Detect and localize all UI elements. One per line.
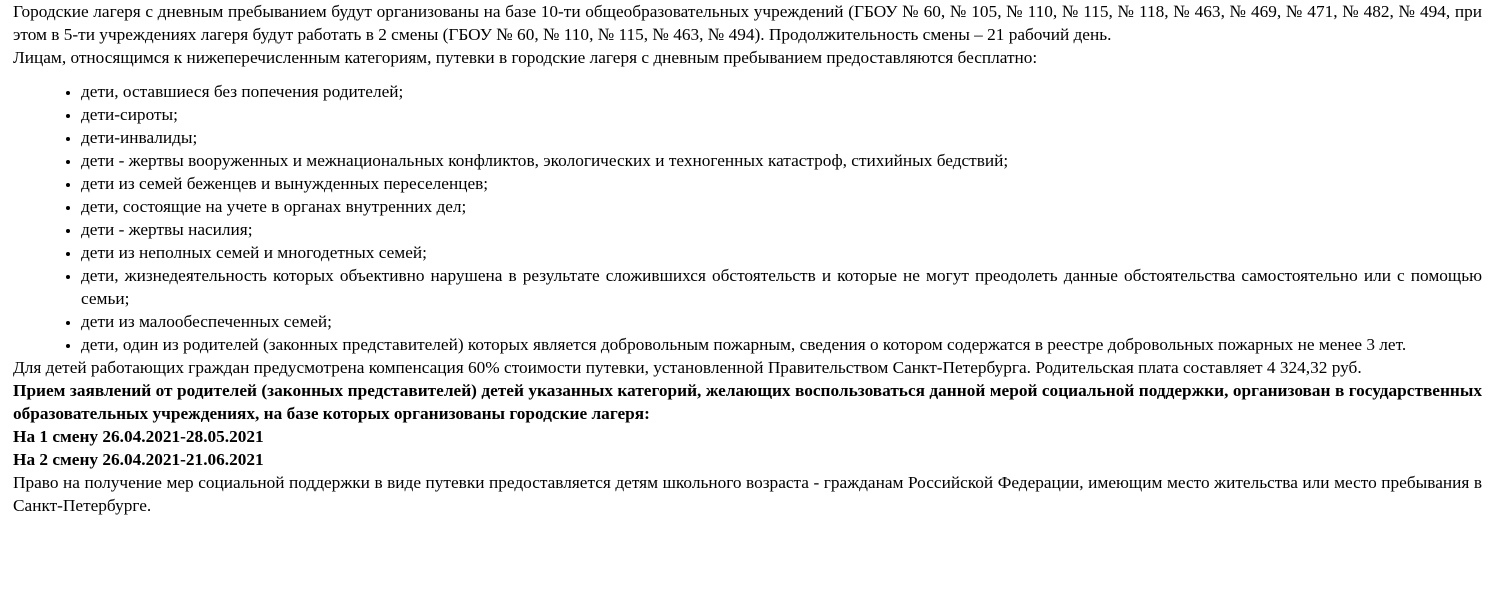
shift-2-dates: На 2 смену 26.04.2021-21.06.2021 <box>13 450 264 469</box>
list-item: • дети из семей беженцев и вынужденных переселенцев; <box>81 172 1482 195</box>
list-item: • дети из малообеспеченных семей; <box>81 310 1482 333</box>
applications-paragraph: Прием заявлений от родителей (законных представителей) детей указанных категорий, желающих воспользоваться данной мерой социальной поддержки, организован в государственных образовательных учреждениях, на базе которых организованы городские лагеря: <box>13 381 1482 423</box>
shift-1-dates: На 1 смену 26.04.2021-28.05.2021 <box>13 427 264 446</box>
list-item: • дети, жизнедеятельность которых объективно нарушена в результате сложившихся обстоятельств и которые не могут преодолеть данные обстоятельства самостоятельно или с помощью семьи; <box>81 264 1482 310</box>
list-item: • дети-сироты; <box>81 103 1482 126</box>
eligibility-paragraph: Право на получение мер социальной поддержки в виде путевки предоставляется детям школьного возраста - гражданам Российской Федерации, имеющим место жительства или место пребывания в Санкт-Петербурге. <box>13 473 1482 515</box>
list-item: • дети - жертвы вооруженных и межнациональных конфликтов, экологических и техногенных катастроф, стихийных бедствий; <box>81 149 1482 172</box>
free-vouchers-paragraph: Лицам, относящимся к нижеперечисленным категориям, путевки в городские лагеря с дневным пребыванием предоставляются бесплатно: <box>13 48 1038 67</box>
intro-paragraph: Городские лагеря с дневным пребыванием будут организованы на базе 10-ти общеобразовательных учреждений (ГБОУ № 60, № 105, № 110, № 115, № 118, № 463, № 469, № 471, № 482, № 494, при этом в 5-ти учреждениях лагеря будут работать в 2 смены (ГБОУ № 60, № 110, № 115, № 463, № 494). Продолжительность смены – 21 рабочий день. <box>13 2 1482 44</box>
list-item: • дети, состоящие на учете в органах внутренних дел; <box>81 195 1482 218</box>
list-item: • дети, оставшиеся без попечения родителей; <box>81 80 1482 103</box>
compensation-paragraph: Для детей работающих граждан предусмотрена компенсация 60% стоимости путевки, установленной Правительством Санкт-Петербурга. Родительская плата составляет 4 324,32 руб. <box>13 358 1362 377</box>
list-item: • дети из неполных семей и многодетных семей; <box>81 241 1482 264</box>
list-item: • дети - жертвы насилия; <box>81 218 1482 241</box>
categories-list <box>13 80 1482 356</box>
list-item: • дети-инвалиды; <box>81 126 1482 149</box>
list-item: • дети, один из родителей (законных представителей) которых является добровольным пожарным, сведения о котором содержатся в реестре добровольных пожарных не менее 3 лет. <box>81 333 1482 356</box>
